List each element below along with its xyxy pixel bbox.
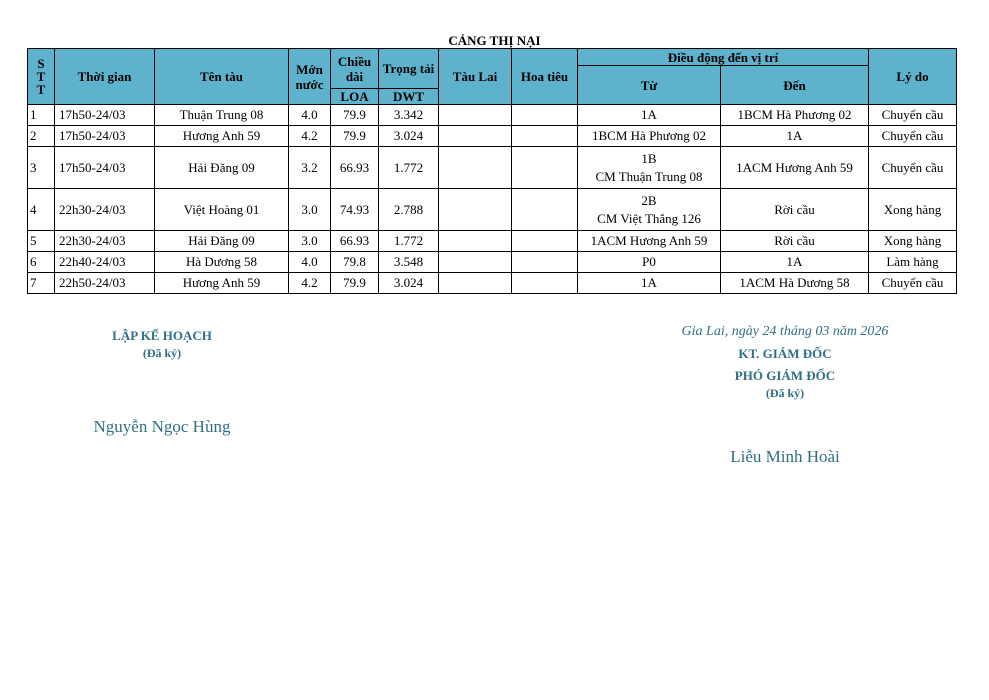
header-tug: Tàu Lai xyxy=(439,49,512,105)
cell-to: 1ACM Hương Anh 59 xyxy=(721,147,869,189)
cell-tug xyxy=(439,273,512,294)
cell-pilot xyxy=(512,273,578,294)
cell-tug xyxy=(439,147,512,189)
table-row xyxy=(28,189,957,231)
cell-loa: 66.93 xyxy=(331,147,379,189)
cell-stt: 3 xyxy=(28,147,55,189)
header-reason: Lý do xyxy=(869,49,957,105)
cell-from: P0 xyxy=(578,252,721,273)
cell-ship-name: Thuận Trung 08 xyxy=(155,105,289,126)
document-title: CẢNG THỊ NẠI xyxy=(448,33,541,48)
cell-from: 1BCM Hà Phương 02 xyxy=(578,126,721,147)
right-signature-block xyxy=(640,322,930,467)
cell-time: 22h40-24/03 xyxy=(55,252,155,273)
cell-from: 2B CM Việt Thắng 126 xyxy=(578,189,721,231)
cell-pilot xyxy=(512,105,578,126)
table-header xyxy=(28,49,957,105)
table-row xyxy=(28,231,957,252)
cell-dwt: 3.024 xyxy=(379,273,439,294)
cell-from: 1A xyxy=(578,273,721,294)
cell-stt: 5 xyxy=(28,231,55,252)
cell-tug xyxy=(439,231,512,252)
right-sign-signed: (Đã ký) xyxy=(765,386,805,400)
cell-draft: 4.2 xyxy=(289,126,331,147)
cell-ship-name: Việt Hoàng 01 xyxy=(155,189,289,231)
cell-ship-name: Hương Anh 59 xyxy=(155,126,289,147)
cell-ship-name: Hương Anh 59 xyxy=(155,273,289,294)
right-sign-name: Liễu Minh Hoài xyxy=(730,447,840,466)
cell-pilot xyxy=(512,147,578,189)
header-from: Từ xyxy=(578,66,721,105)
cell-ship-name: Hải Đăng 09 xyxy=(155,147,289,189)
table-body xyxy=(28,105,957,294)
header-stt: S T T xyxy=(28,49,55,105)
cell-draft: 4.0 xyxy=(289,105,331,126)
cell-to: 1ACM Hà Dương 58 xyxy=(721,273,869,294)
cell-pilot xyxy=(512,252,578,273)
cell-reason: Chuyển cầu xyxy=(869,273,957,294)
cell-loa: 79.8 xyxy=(331,252,379,273)
cell-reason: Xong hàng xyxy=(869,189,957,231)
cell-loa: 66.93 xyxy=(331,231,379,252)
header-length-unit: LOA xyxy=(331,89,379,105)
cell-reason: Chuyển cầu xyxy=(869,105,957,126)
cell-time: 17h50-24/03 xyxy=(55,105,155,126)
cell-to: Rời cầu xyxy=(721,189,869,231)
header-ship: Tên tàu xyxy=(155,49,289,105)
cell-draft: 4.0 xyxy=(289,252,331,273)
cell-time: 22h50-24/03 xyxy=(55,273,155,294)
cell-stt: 6 xyxy=(28,252,55,273)
cell-reason: Làm hàng xyxy=(869,252,957,273)
cell-draft: 4.2 xyxy=(289,273,331,294)
header-draft: Mớn nước xyxy=(289,49,331,105)
header-time: Thời gian xyxy=(55,49,155,105)
cell-dwt: 1.772 xyxy=(379,147,439,189)
cell-tug xyxy=(439,126,512,147)
cell-reason: Xong hàng xyxy=(869,231,957,252)
cell-from: 1ACM Hương Anh 59 xyxy=(578,231,721,252)
cell-from: 1A xyxy=(578,105,721,126)
header-pilot: Hoa tiêu xyxy=(512,49,578,105)
cell-tug xyxy=(439,189,512,231)
table-row xyxy=(28,147,957,189)
right-sign-role2: PHÓ GIÁM ĐỐC xyxy=(734,368,836,383)
cell-stt: 7 xyxy=(28,273,55,294)
cell-draft: 3.2 xyxy=(289,147,331,189)
cell-loa: 79.9 xyxy=(331,273,379,294)
cell-ship-name: Hải Đăng 09 xyxy=(155,231,289,252)
cell-loa: 79.9 xyxy=(331,126,379,147)
cell-loa: 74.93 xyxy=(331,189,379,231)
cell-reason: Chuyển cầu xyxy=(869,126,957,147)
table-row xyxy=(28,105,957,126)
left-sign-name: Nguyễn Ngọc Hùng xyxy=(93,417,231,436)
cell-draft: 3.0 xyxy=(289,189,331,231)
table-row xyxy=(28,273,957,294)
cell-pilot xyxy=(512,126,578,147)
cell-dwt: 1.772 xyxy=(379,231,439,252)
ship-movement-table xyxy=(27,48,957,294)
cell-reason: Chuyển cầu xyxy=(869,147,957,189)
left-signature-block xyxy=(67,326,257,437)
cell-stt: 4 xyxy=(28,189,55,231)
cell-to: 1BCM Hà Phương 02 xyxy=(721,105,869,126)
right-sign-role1: KT. GIÁM ĐỐC xyxy=(738,346,832,361)
header-movement: Điều động đến vị trí xyxy=(578,49,869,66)
cell-from: 1B CM Thuận Trung 08 xyxy=(578,147,721,189)
cell-stt: 1 xyxy=(28,105,55,126)
cell-time: 22h30-24/03 xyxy=(55,189,155,231)
cell-ship-name: Hà Dương 58 xyxy=(155,252,289,273)
header-to: Đến xyxy=(721,66,869,105)
right-sign-place-date: Gia Lai, ngày 24 tháng 03 năm 2026 xyxy=(681,324,889,339)
cell-dwt: 3.548 xyxy=(379,252,439,273)
header-tonnage: Trọng tải xyxy=(379,49,439,89)
header-length: Chiều dài xyxy=(331,49,379,89)
table-row xyxy=(28,126,957,147)
cell-loa: 79.9 xyxy=(331,105,379,126)
cell-time: 22h30-24/03 xyxy=(55,231,155,252)
cell-pilot xyxy=(512,231,578,252)
header-tonnage-unit: DWT xyxy=(379,89,439,105)
left-sign-signed: (Đã ký) xyxy=(142,346,182,360)
left-sign-role: LẬP KẾ HOẠCH xyxy=(112,328,212,343)
cell-to: 1A xyxy=(721,252,869,273)
cell-pilot xyxy=(512,189,578,231)
cell-to: Rời cầu xyxy=(721,231,869,252)
table-row xyxy=(28,252,957,273)
cell-time: 17h50-24/03 xyxy=(55,147,155,189)
cell-stt: 2 xyxy=(28,126,55,147)
cell-dwt: 3.342 xyxy=(379,105,439,126)
cell-draft: 3.0 xyxy=(289,231,331,252)
cell-time: 17h50-24/03 xyxy=(55,126,155,147)
cell-tug xyxy=(439,252,512,273)
cell-tug xyxy=(439,105,512,126)
cell-dwt: 3.024 xyxy=(379,126,439,147)
cell-dwt: 2.788 xyxy=(379,189,439,231)
cell-to: 1A xyxy=(721,126,869,147)
